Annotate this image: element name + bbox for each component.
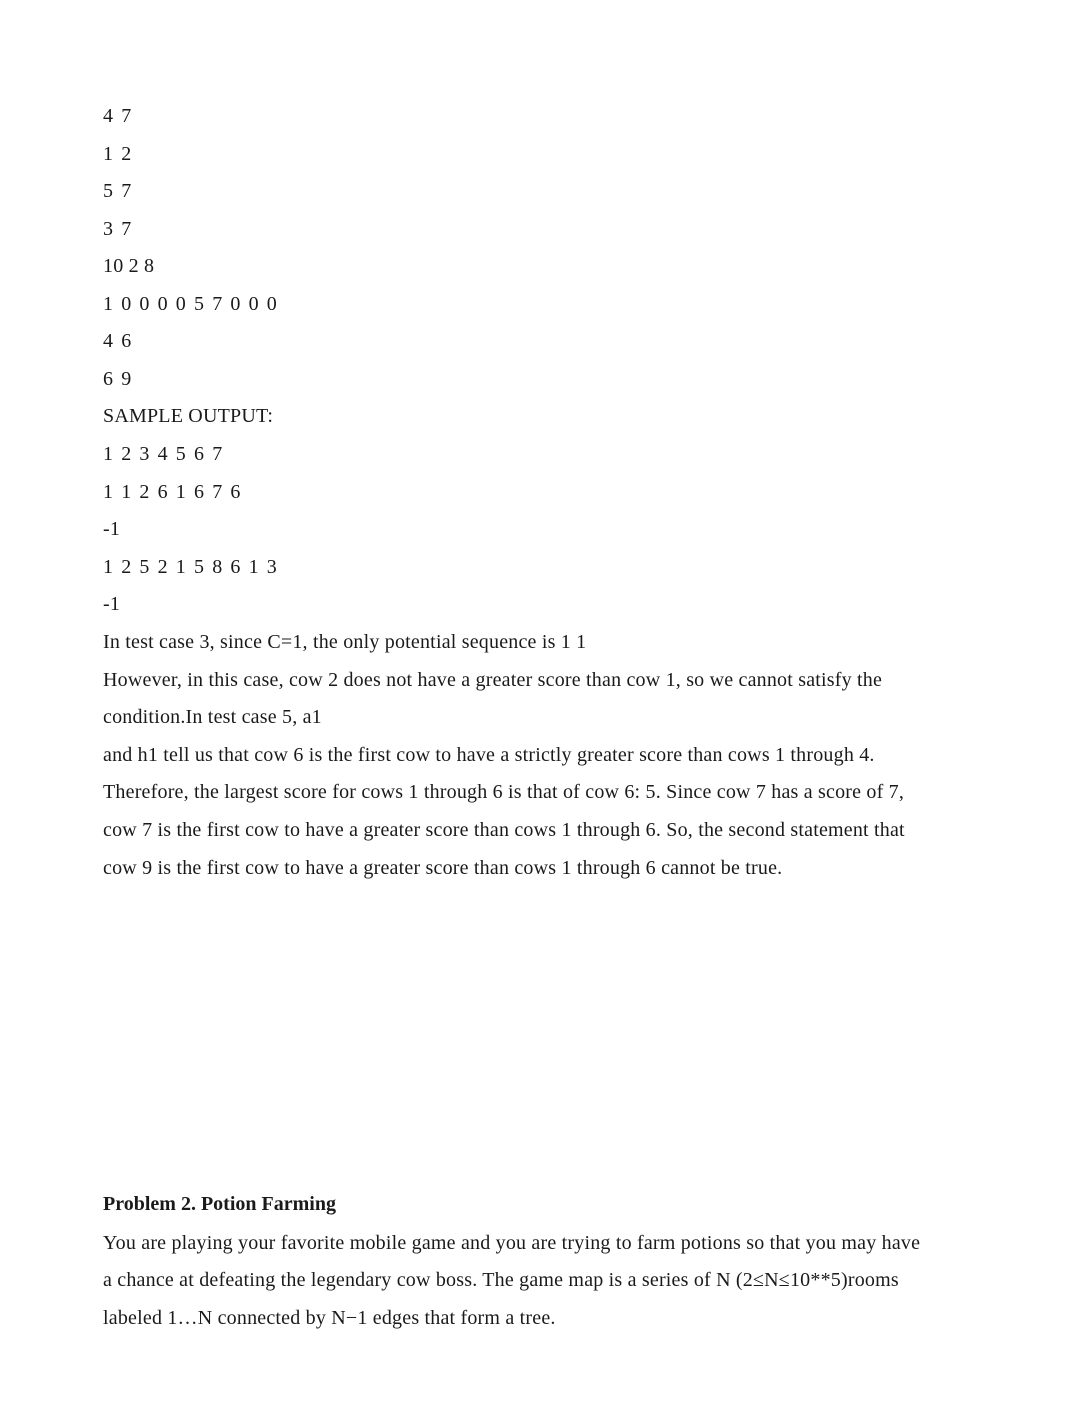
explanation-line: cow 9 is the first cow to have a greater score than cows 1 through 6 cannot be true. (103, 857, 783, 879)
output-line: -1 (103, 518, 121, 540)
output-line: 1 2 5 2 1 5 8 6 1 3 (103, 556, 279, 578)
explanation-line: and h1 tell us that cow 6 is the first cow to have a strictly greater score than cows 1 through 4. (103, 744, 875, 766)
sample-output-label: SAMPLE OUTPUT: (103, 405, 274, 427)
output-line: 1 2 3 4 5 6 7 (103, 443, 224, 465)
problem-body-line: a chance at defeating the legendary cow boss. The game map is a series of N (2≤N≤10**5)rooms (103, 1269, 899, 1291)
input-line: 5 7 (103, 180, 133, 202)
input-line: 1 2 (103, 143, 133, 165)
input-line: 1 0 0 0 0 5 7 0 0 0 (103, 293, 279, 315)
input-line: 3 7 (103, 218, 133, 240)
explanation-line: In test case 3, since C=1, the only potential sequence is 1 1 (103, 631, 587, 653)
output-line: 1 1 2 6 1 6 7 6 (103, 481, 242, 503)
explanation-line: cow 7 is the first cow to have a greater score than cows 1 through 6. So, the second statement that (103, 819, 905, 841)
input-line: 4 7 (103, 105, 133, 127)
output-line: -1 (103, 593, 121, 615)
explanation-line: Therefore, the largest score for cows 1 through 6 is that of cow 6: 5. Since cow 7 has a score of 7, (103, 781, 905, 803)
problem-heading: Problem 2. Potion Farming (103, 1193, 336, 1215)
problem-body-line: labeled 1…N connected by N−1 edges that form a tree. (103, 1307, 556, 1329)
explanation-line: However, in this case, cow 2 does not have a greater score than cow 1, so we cannot satisfy the (103, 669, 883, 691)
input-line: 10 2 8 (103, 255, 155, 277)
input-line: 4 6 (103, 330, 133, 352)
input-line: 6 9 (103, 368, 133, 390)
problem-body-line: You are playing your favorite mobile game and you are trying to farm potions so that you may have (103, 1232, 921, 1254)
explanation-line: condition.In test case 5, a1 (103, 706, 322, 728)
